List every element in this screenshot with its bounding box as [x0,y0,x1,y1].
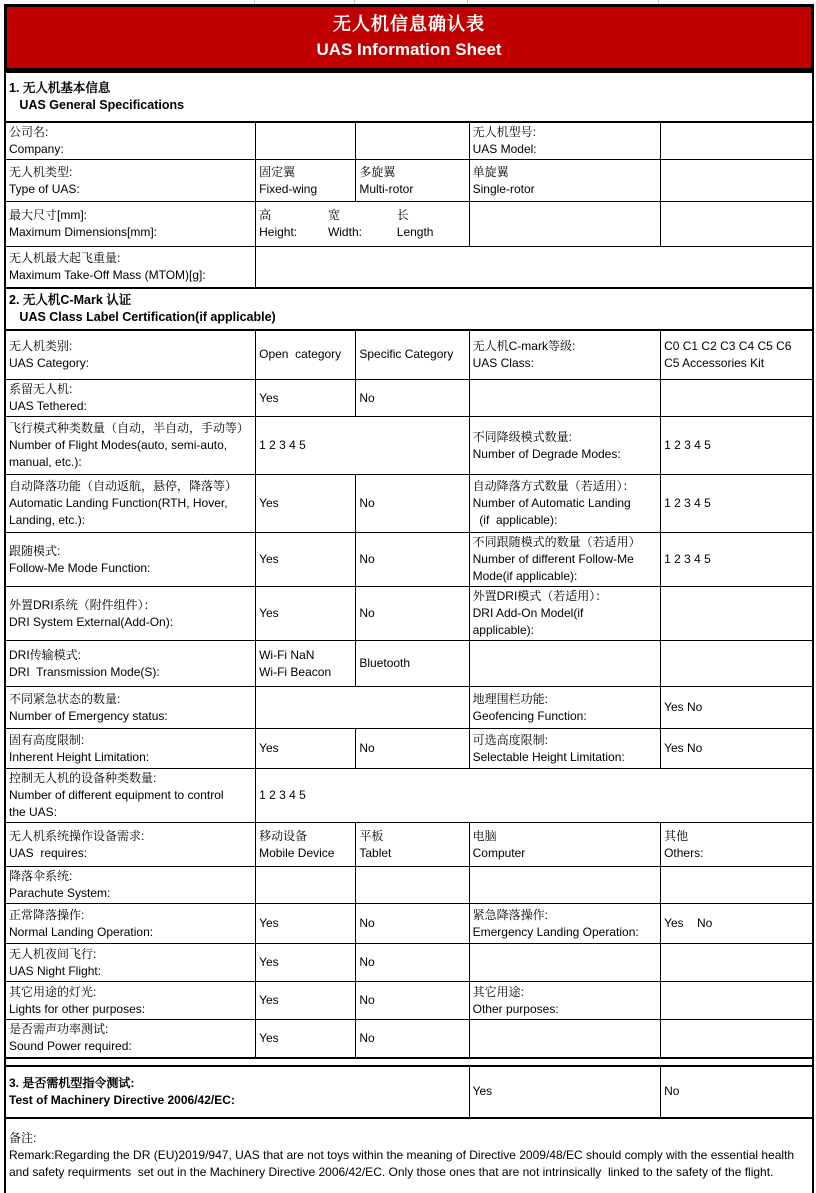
auto-landing-label-text: 自动降落功能（自动返航，悬停，降落等） Automatic Landing Function(RTH, Hover, Landing, etc.): [9,479,238,527]
selectable-height-yes-no-options-text: Yes No [664,741,703,755]
lights-yes-option-text: Yes [259,993,279,1007]
sound-power-blank-1[interactable] [469,1020,660,1058]
other-purposes-label [469,982,660,1020]
dri-transmission-blank-1[interactable] [469,641,660,687]
normal-landing-row [5,904,813,944]
uas-class-label-text: 无人机C-mark等级: UAS Class: [472,338,576,370]
emergency-status-row [5,687,813,729]
night-flight-no-option-text: No [359,955,375,969]
control-equipment-count-options-text: 1 2 3 4 5 [259,788,306,802]
uas-model-label [469,122,660,160]
sound-power-label [5,1020,256,1058]
mtom-input[interactable] [256,247,813,288]
tablet-option-text: 平板 Tablet [359,828,392,860]
uas-requires-label [5,823,256,867]
night-flight-label-text: 无人机夜间飞行: UAS Night Flight: [9,946,102,978]
flight-modes-count-options-text: 1 2 3 4 5 [259,438,306,452]
night-flight-blank-1[interactable] [469,944,660,982]
inherent-height-no-option[interactable] [356,729,469,769]
dimensions-input-1[interactable] [469,202,660,247]
machinery-directive-no-option-text: No [664,1084,680,1098]
uas-type-multi-rotor-option[interactable] [356,160,469,202]
tethered-no-option[interactable] [356,380,469,417]
machinery-directive-yes-option[interactable] [469,1066,660,1118]
uas-type-fixed-wing-option[interactable] [256,160,356,202]
auto-landing-count-label-text: 自动降落方式数量（若适用）： Number of Automatic Landing (if applicable): [472,479,635,527]
section1-header-row [5,72,813,122]
inherent-height-label-text: 固有高度限制: Inherent Height Limitation: [9,732,150,764]
lights-yes-option[interactable] [256,982,356,1020]
auto-landing-count-options[interactable] [661,475,813,533]
auto-landing-no-option-text: No [359,496,375,510]
dri-system-yes-option[interactable] [256,587,356,641]
tethered-label-text: 系留无人机: UAS Tethered: [9,382,87,413]
dri-transmission-wifi-options[interactable] [256,641,356,687]
uas-type-single-rotor-option[interactable] [469,160,660,202]
night-flight-yes-option-text: Yes [259,955,279,969]
mtom-label [5,247,256,288]
dri-transmission-bluetooth-option-text: Bluetooth [359,656,411,670]
uas-class-label [469,330,660,380]
control-equipment-label [5,769,256,823]
follow-me-yes-option-text: Yes [259,552,279,566]
follow-me-no-option[interactable] [356,533,469,587]
emergency-status-label [5,687,256,729]
top-gridlines [4,0,814,4]
follow-me-label-text: 跟随模式: Follow-Me Mode Function: [9,543,151,575]
flight-modes-count-options[interactable] [256,417,470,475]
dri-system-yes-option-text: Yes [259,606,279,620]
inherent-height-yes-option[interactable] [256,729,356,769]
uas-type-single-rotor-option-text: 单旋翼 Single-rotor [472,164,535,196]
follow-me-no-option-text: No [359,552,375,566]
company-input-1[interactable] [256,122,356,160]
inherent-height-no-option-text: No [359,741,375,755]
uas-type-label [5,160,256,202]
degrade-modes-count-options-text: 1 2 3 4 5 [664,438,711,452]
lights-label [5,982,256,1020]
follow-me-yes-option[interactable] [256,533,356,587]
uas-type-row [5,160,813,202]
max-dimensions-row [5,202,813,247]
uas-type-input[interactable] [661,160,813,202]
dri-transmission-row [5,641,813,687]
normal-landing-label-text: 正常降落操作: Normal Landing Operation: [9,907,154,939]
sound-power-label-text: 是否需声功率测试: Sound Power required: [9,1022,132,1054]
emergency-status-input[interactable] [256,687,470,729]
normal-landing-no-option-text: No [359,916,375,930]
normal-landing-no-option[interactable] [356,904,469,944]
parachute-blank-1[interactable] [256,867,356,904]
other-purposes-input[interactable] [661,982,813,1020]
tethered-yes-option-text: Yes [259,390,279,405]
follow-me-count-options[interactable] [661,533,813,587]
gridline-stub [467,0,468,4]
parachute-blank-2[interactable] [356,867,469,904]
parachute-label-text: 降落伞系统: Parachute System: [9,869,111,900]
sound-power-blank-2[interactable] [661,1020,813,1058]
open-category-option-text: Open category [259,347,342,362]
inherent-height-yes-option-text: Yes [259,741,279,755]
night-flight-blank-2[interactable] [661,944,813,982]
tethered-row [5,380,813,417]
company-row [5,122,813,160]
selectable-height-yes-no-options[interactable] [661,729,813,769]
dri-system-label [5,587,256,641]
mobile-device-option[interactable] [256,823,356,867]
flight-modes-label-text: 飞行模式种类数量（自动，半自动，手动等） Number of Flight Modes(auto, semi-auto, manual, etc.): [9,421,250,469]
auto-landing-no-option[interactable] [356,475,469,533]
geofencing-yes-no-options[interactable] [661,687,813,729]
follow-me-count-label-text: 不同跟随模式的数量（若适用） Number of different Follow-Me Mode(if applicable): [472,535,641,583]
uas-type-label-text: 无人机类型: Type of UAS: [9,164,80,196]
dri-transmission-wifi-options-text: Wi-Fi NaN Wi-Fi Beacon [259,647,332,679]
remark-row [5,1118,813,1193]
uas-category-row [5,330,813,380]
normal-landing-label [5,904,256,944]
dimensions-input-2[interactable] [661,202,813,247]
sound-power-yes-option[interactable] [256,1020,356,1058]
max-dimensions-label [5,202,256,247]
specific-category-option-text: Specific Category [359,347,454,362]
max-dimensions-label-text: 最大尺寸[mm]: Maximum Dimensions[mm]: [9,208,158,239]
company-label [5,122,256,160]
computer-option-text: 电脑 Computer [472,828,526,860]
section2-title-text: 2. 无人机C-Mark 认证 UAS Class Label Certification(if applicable) [9,292,276,324]
degrade-modes-count-options[interactable] [661,417,813,475]
degrade-modes-label [469,417,660,475]
flight-modes-row [5,417,813,475]
parachute-blank-4[interactable] [661,867,813,904]
night-flight-yes-option[interactable] [256,944,356,982]
uas-model-label-text: 无人机型号: UAS Model: [472,125,537,156]
selectable-height-label-text: 可选高度限制: Selectable Height Limitation: [472,732,625,764]
follow-me-count-options-text: 1 2 3 4 5 [664,552,711,566]
degrade-modes-label-text: 不同降级模式数量: Number of Degrade Modes: [472,429,621,461]
auto-landing-label [5,475,256,533]
follow-me-row [5,533,813,587]
company-label-text: 公司名: Company: [9,125,64,156]
dri-transmission-blank-2[interactable] [661,641,813,687]
uas-form-table [4,71,814,1193]
mobile-device-option-text: 移动设备 Mobile Device [259,828,335,860]
gridline-stub [254,0,255,4]
mtom-row [5,247,813,288]
lights-no-option[interactable] [356,982,469,1020]
geofencing-yes-no-options-text: Yes No [664,700,703,714]
dri-addon-model-label [469,587,660,641]
normal-landing-yes-option-text: Yes [259,916,279,930]
lights-row [5,982,813,1020]
auto-landing-yes-option-text: Yes [259,496,279,510]
tethered-blank-2[interactable] [661,380,813,417]
machinery-directive-yes-option-text: Yes [472,1084,493,1098]
tethered-label [5,380,256,417]
control-equipment-row [5,769,813,823]
emergency-landing-label-text: 紧急降落操作: Emergency Landing Operation: [472,907,639,939]
machinery-directive-label-text: 3. 是否需机型指令测试: Test of Machinery Directive 2006/42/EC: [9,1075,235,1107]
sound-power-yes-option-text: Yes [259,1030,279,1045]
spacer-row [5,1058,813,1066]
uas-requires-label-text: 无人机系统操作设备需求: UAS requires: [9,828,145,860]
uas-category-label-text: 无人机类别: UAS Category: [9,338,90,370]
other-purposes-label-text: 其它用途: Other purposes: [472,984,559,1016]
dri-transmission-bluetooth-option[interactable] [356,641,469,687]
tethered-blank-1[interactable] [469,380,660,417]
parachute-blank-3[interactable] [469,867,660,904]
height-limitation-row [5,729,813,769]
control-equipment-label-text: 控制无人机的设备种类数量: Number of different equipment to control the UAS: [9,771,224,819]
auto-landing-row [5,475,813,533]
gridline-stub [658,0,659,4]
emergency-landing-yes-no-options-text: Yes No [664,916,713,930]
night-flight-no-option[interactable] [356,944,469,982]
uas-type-fixed-wing-option-text: 固定翼 Fixed-wing [259,164,318,196]
title-banner [4,4,814,71]
tablet-option[interactable] [356,823,469,867]
gridline-stub [354,0,355,4]
lights-no-option-text: No [359,993,375,1007]
selectable-height-label [469,729,660,769]
night-flight-row [5,944,813,982]
parachute-label [5,867,256,904]
section1-title [5,72,813,122]
sheet-title-en: UAS Information Sheet [316,40,502,59]
follow-me-label [5,533,256,587]
auto-landing-yes-option[interactable] [256,475,356,533]
sheet-title-zh: 无人机信息确认表 [333,14,485,34]
computer-option[interactable] [469,823,660,867]
dri-addon-model-label-text: 外置DRI模式（若适用）： DRI Add-On Model(if applicable): [472,589,608,637]
dimensions-hwl-header[interactable] [256,202,470,247]
mtom-label-text: 无人机最大起飞重量: Maximum Take-Off Mass (MTOM)[g]: [9,250,206,282]
sound-power-no-option-text: No [359,1030,375,1045]
open-category-option[interactable] [256,330,356,380]
dri-addon-model-input[interactable] [661,587,813,641]
geofencing-label-text: 地理围栏功能: Geofencing Function: [472,691,587,723]
dri-transmission-label [5,641,256,687]
auto-landing-count-options-text: 1 2 3 4 5 [664,496,711,510]
emergency-status-label-text: 不同紧急状态的数量: Number of Emergency status: [9,691,168,723]
normal-landing-yes-option[interactable] [256,904,356,944]
dri-system-no-option[interactable] [356,587,469,641]
uas-class-options-text: C0 C1 C2 C3 C4 C5 C6 C5 Accessories Kit [664,338,792,370]
spacer-cell [5,1058,813,1066]
emergency-landing-yes-no-options[interactable] [661,904,813,944]
dri-system-row [5,587,813,641]
lights-label-text: 其它用途的灯光: Lights for other purposes: [9,984,146,1016]
dri-system-label-text: 外置DRI系统（附件组件）： DRI System External(Add-On): [9,597,174,629]
dri-transmission-label-text: DRI传输模式: DRI Transmission Mode(S): [9,647,160,679]
dimensions-hwl-header-text: 高 宽 长 Height: Width: Length [259,208,434,239]
geofencing-label [469,687,660,729]
tethered-yes-option[interactable] [256,380,356,417]
parachute-row [5,867,813,904]
uas-model-input[interactable] [661,122,813,160]
sound-power-no-option[interactable] [356,1020,469,1058]
auto-landing-count-label [469,475,660,533]
night-flight-label [5,944,256,982]
remark-text [5,1118,813,1193]
specific-category-option[interactable] [356,330,469,380]
section1-title-text: 1. 无人机基本信息 UAS General Specifications [9,81,185,112]
follow-me-count-label [469,533,660,587]
section2-title [5,288,813,330]
flight-modes-label [5,417,256,475]
remark-text-text: 备注: Remark:Regarding the DR (EU)2019/947, UAS that are not toys within the meaning of Directive 2009/48/EC should comply with the essential health and safety requirments set out in the Machinery Directive 2006/42/EC. Only those ones that are not intrinsically linked to the safety of the flight. [9,1131,795,1179]
inherent-height-label [5,729,256,769]
uas-category-label [5,330,256,380]
machinery-directive-row [5,1066,813,1118]
uas-type-multi-rotor-option-text: 多旋翼 Multi-rotor [359,164,414,196]
uas-requires-row [5,823,813,867]
others-option[interactable] [661,823,813,867]
sound-power-row [5,1020,813,1058]
uas-class-options[interactable] [661,330,813,380]
dri-system-no-option-text: No [359,606,375,620]
machinery-directive-no-option[interactable] [661,1066,813,1118]
others-option-text: 其他 Others: [664,828,704,860]
machinery-directive-label [5,1066,469,1118]
tethered-no-option-text: No [359,390,375,405]
emergency-landing-label [469,904,660,944]
company-input-2[interactable] [356,122,469,160]
section2-header-row [5,288,813,330]
control-equipment-count-options[interactable] [256,769,813,823]
